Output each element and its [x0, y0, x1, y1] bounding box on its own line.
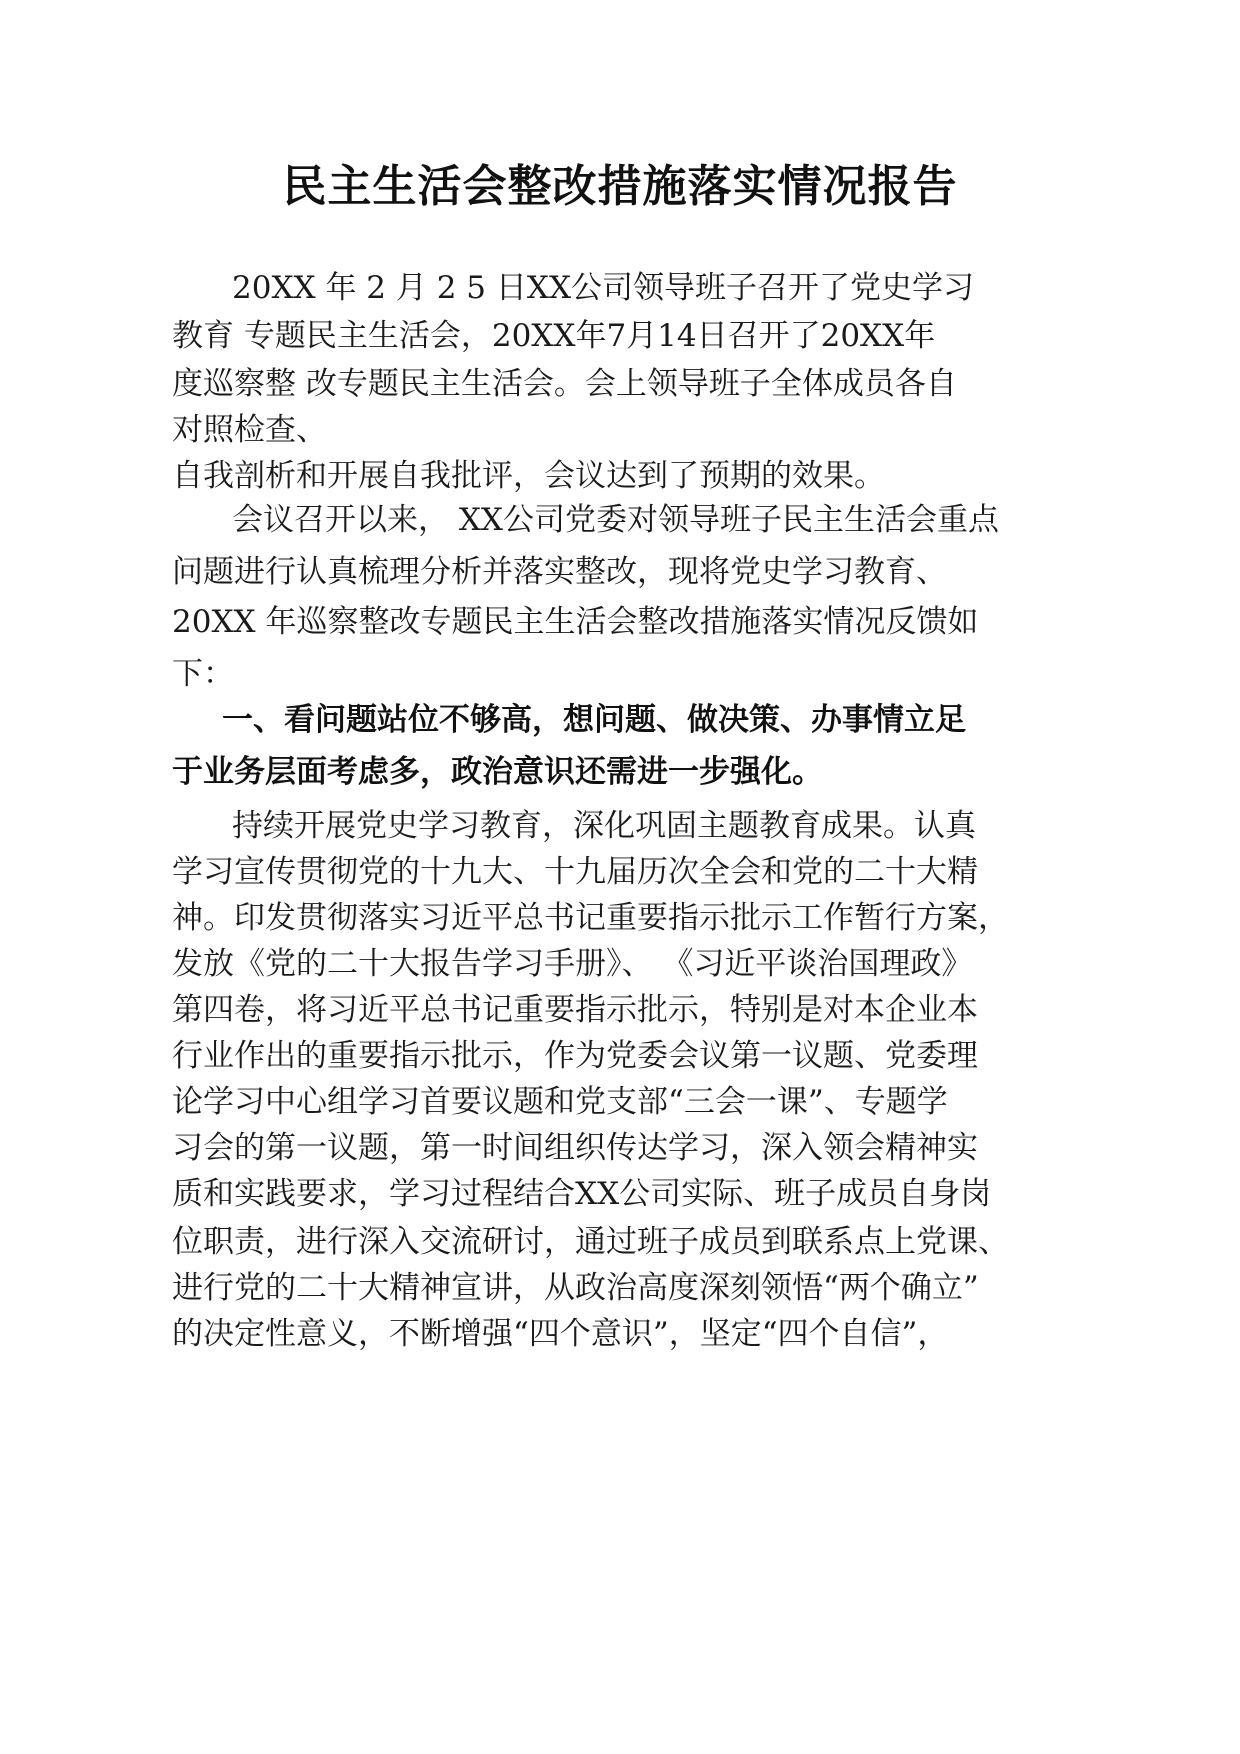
- paragraph-line: 进行党的二十大精神宣讲，从政治高度深刻领悟“两个确立”: [172, 1270, 979, 1306]
- paragraph-line: 持续开展党史学习教育，深化巩固主题教育成果。认真: [232, 808, 976, 844]
- paragraph-line: 第四卷，将习近平总书记重要指示批示，特别是对本企业本: [172, 992, 978, 1028]
- paragraph-line: 20XX 年巡察整改专题民主生活会整改措施落实情况反馈如: [172, 604, 979, 640]
- paragraph-line: 度巡察整 改专题民主生活会。会上领导班子全体成员各自: [172, 366, 957, 402]
- paragraph-line: 质和实践要求，学习过程结合XX公司实际、班子成员自身岗: [172, 1176, 992, 1212]
- paragraph-line: 神。印发贯彻落实习近平总书记重要指示批示工作暂行方案，: [172, 900, 1009, 936]
- section-heading-line: 一、看问题站位不够高，想问题、做决策、办事情立足: [222, 702, 966, 738]
- paragraph-line: 位职责，进行深入交流研讨，通过班子成员到联系点上党课、: [172, 1224, 1009, 1260]
- document-title: 民主生活会整改措施落实情况报告: [282, 161, 958, 212]
- paragraph-line: 自我剖析和开展自我批评，会议达到了预期的效果。: [172, 458, 885, 494]
- paragraph-line: 会议召开以来， XX公司党委对领导班子民主生活会重点: [232, 502, 999, 538]
- section-heading-line: 于业务层面考虑多，政治意识还需进一步强化。: [172, 754, 823, 790]
- paragraph-line: 问题进行认真梳理分析并落实整改，现将党史学习教育、: [172, 554, 947, 590]
- paragraph-line: 下：: [172, 656, 234, 692]
- paragraph-line: 论学习中心组学习首要议题和党支部“三会一课”、专题学: [172, 1084, 948, 1120]
- paragraph-line: 发放《党的二十大报告学习手册》、 《习近平谈治国理政》: [172, 946, 973, 982]
- paragraph-line: 的决定性意义，不断增强“四个意识”，坚定“四个自信”，: [172, 1316, 949, 1352]
- paragraph-line: 20XX 年 2 月 2 5 日XX公司领导班子召开了党史学习: [232, 270, 975, 306]
- paragraph-line: 教育 专题民主生活会，20XX年7月14日召开了20XX年: [172, 318, 936, 354]
- paragraph-line: 对照检查、: [172, 412, 327, 448]
- paragraph-line: 习会的第一议题，第一时间组织传达学习，深入领会精神实: [172, 1130, 978, 1166]
- paragraph-line: 学习宣传贯彻党的十九大、十九届历次全会和党的二十大精: [172, 854, 978, 890]
- paragraph-line: 行业作出的重要指示批示，作为党委会议第一议题、党委理: [172, 1038, 978, 1074]
